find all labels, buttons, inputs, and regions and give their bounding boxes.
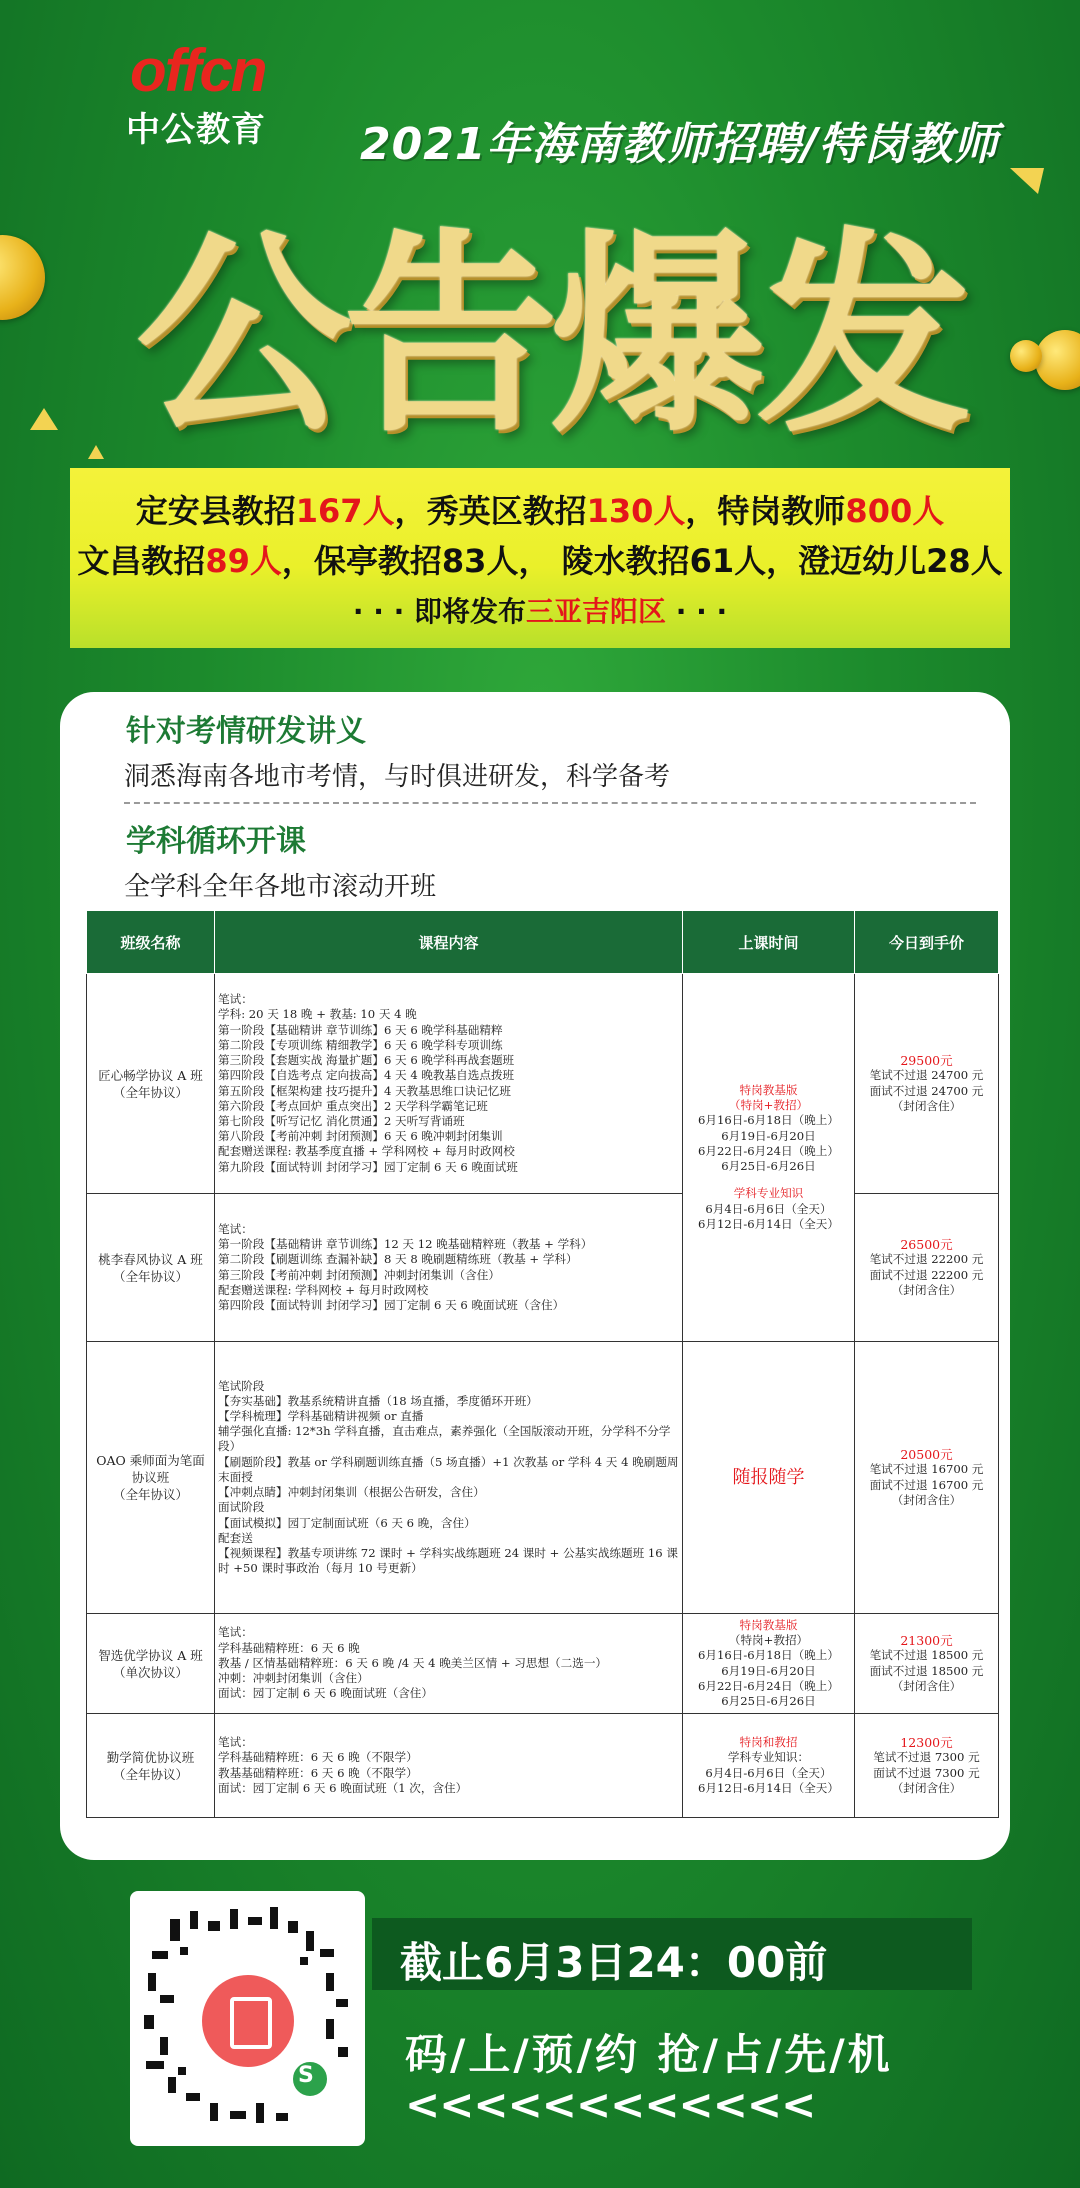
- content-line: 教基基础精粹班：6 天 6 晚（不限学）: [218, 1765, 418, 1780]
- price-value: 29500元: [900, 1053, 953, 1069]
- content-line: 第一阶段【基础精讲 章节训练】12 天 12 晚基础精粹班（教基 + 学科）: [218, 1237, 593, 1252]
- time-head: 特岗教基版: [739, 1617, 798, 1632]
- price-refund: 面试不过退 22200 元: [869, 1267, 984, 1282]
- banner-text: ，保亭教招83人， 陵水教招61人，澄迈幼儿28人: [281, 542, 1003, 580]
- course-table: [86, 910, 999, 1818]
- content-line: 第三阶段【考前冲刺 封闭预测】冲刺封闭集训（含住）: [218, 1267, 500, 1282]
- gold-triangle-decoration: [88, 445, 104, 459]
- time-date: 6月19日-6月20日: [721, 1663, 816, 1678]
- content-line: 第七阶段【听写记忆 消化贯通】2 天听写背诵班: [218, 1113, 465, 1128]
- banner-line-2: [70, 536, 1010, 582]
- content-line: 第八阶段【考前冲刺 封闭预测】6 天 6 晚冲刺封闭集训: [218, 1129, 503, 1144]
- content-line: 【视频课程】教基专项讲练 72 课时 + 学科实战练题班 24 课时 + 公基实战练题班 16 课时 +50 课时事政治（每月 10 号更新）: [218, 1545, 678, 1576]
- class-term: （全年协议）: [112, 1268, 188, 1284]
- content-line: 第三阶段【套题实战 海量扩题】6 天 6 晚学科再战套题班: [218, 1053, 515, 1068]
- class-name: 协议班: [131, 1470, 170, 1485]
- table-row: [87, 1714, 999, 1818]
- banner-highlight: 800人: [845, 492, 945, 530]
- table-row: [87, 1614, 999, 1714]
- gold-coin-decoration: [1035, 330, 1080, 390]
- price-refund: 面试不过退 24700 元: [869, 1083, 984, 1098]
- banner-highlight: 89人: [205, 542, 282, 580]
- class-name-cell: [87, 1194, 215, 1342]
- section2-body: 全学科全年各地市滚动开班: [124, 872, 437, 902]
- course-content-cell: [215, 1194, 683, 1342]
- price-refund: 笔试不过退 16700 元: [869, 1462, 984, 1477]
- price-value: 20500元: [900, 1447, 953, 1463]
- mini-program-qr-code[interactable]: [130, 1891, 365, 2146]
- content-line: 第九阶段【面试特训 封闭学习】园丁定制 6 天 6 晚面试班: [218, 1159, 518, 1174]
- banner-text: · · · 即将发布: [352, 595, 526, 628]
- content-line: 第五阶段【框架构建 技巧提升】4 天教基思维口诀记忆班: [218, 1083, 511, 1098]
- content-line: 冲刺：冲刺封闭集训（含住）: [218, 1671, 369, 1686]
- section1-body: 洞悉海南各地市考情，与时俱进研发，科学备考: [124, 762, 671, 792]
- price-value: 12300元: [900, 1735, 953, 1751]
- banner-text: ，秀英区教招: [394, 492, 587, 530]
- table-header-row: [87, 911, 999, 974]
- class-time-cell: [683, 1614, 855, 1714]
- info-card: [60, 692, 1010, 1860]
- banner-text: · · ·: [666, 595, 728, 628]
- content-line: 笔试：: [218, 1221, 253, 1236]
- time-date: 6月12日-6月14日（全天）: [698, 1216, 839, 1231]
- cta-text: 码/上/预/约 抢/占/先/机: [405, 2030, 893, 2079]
- content-line: 第四阶段【自选考点 定向拔高】4 天 4 晚教基自选点拨班: [218, 1068, 515, 1083]
- banner-highlight: 167人: [295, 492, 395, 530]
- price-refund: 面试不过退 18500 元: [869, 1663, 984, 1678]
- header-class-name: 班级名称: [87, 911, 215, 974]
- price-cell: [855, 974, 999, 1194]
- course-content-cell: [215, 1714, 683, 1818]
- table-row: [87, 974, 999, 1194]
- section1-title: 针对考情研发讲义: [126, 714, 366, 749]
- class-name: 勤学简优协议班: [106, 1749, 195, 1765]
- price-refund: 笔试不过退 22200 元: [869, 1252, 984, 1267]
- class-name: OAO 乘师面为笔面: [96, 1453, 205, 1468]
- time-date: 6月25日-6月26日: [721, 1693, 816, 1708]
- class-name: 智选优学协议 A 班: [98, 1647, 203, 1663]
- price-refund: 笔试不过退 18500 元: [869, 1648, 984, 1663]
- content-line: 笔试：: [218, 992, 253, 1007]
- price-note: （封闭含住）: [891, 1780, 962, 1795]
- gold-triangle-decoration: [1010, 168, 1044, 194]
- course-content-cell: [215, 974, 683, 1194]
- headline: 公告爆发: [136, 208, 964, 461]
- dashed-divider: [124, 802, 976, 804]
- class-term: （全年协议）: [112, 1487, 188, 1502]
- time-date: 6月22日-6月24日（晚上）: [698, 1678, 839, 1693]
- content-line: 配套赠送课程: 教基季度直播 + 学科网校 + 每月时政网校: [218, 1144, 515, 1159]
- time-date: 6月12日-6月14日（全天）: [698, 1780, 839, 1795]
- time-head: （特岗+教招）: [728, 1098, 809, 1113]
- price-note: （封闭含住）: [891, 1492, 962, 1507]
- qr-logo-icon: [202, 1975, 294, 2067]
- time-line: 学科专业知识：: [727, 1750, 810, 1765]
- content-line: 面试：园丁定制 6 天 6 晚面试班（含住）: [218, 1686, 433, 1701]
- header-course-content: 课程内容: [215, 911, 683, 974]
- banner-text: 定安县教招: [135, 492, 296, 530]
- poster-title: 2021年海南教师招聘/特岗教师: [360, 119, 999, 170]
- content-line: 面试：园丁定制 6 天 6 晚面试班（1 次，含住）: [218, 1780, 468, 1795]
- content-line: 第一阶段【基础精讲 章节训练】6 天 6 晚学科基础精粹: [218, 1022, 503, 1037]
- banner-text: 文昌教招: [77, 542, 206, 580]
- price-value: 21300元: [900, 1633, 953, 1649]
- time-date: 6月22日-6月24日（晚上）: [698, 1143, 839, 1158]
- time-date: 6月4日-6月6日（全天）: [705, 1765, 832, 1780]
- content-line: 学科基础精粹班：6 天 6 晚（不限学）: [218, 1750, 418, 1765]
- class-term: （全年协议）: [112, 1084, 188, 1100]
- class-name-cell: [87, 1714, 215, 1818]
- gold-triangle-decoration: [30, 408, 58, 430]
- class-name: 匠心畅学协议 A 班: [98, 1067, 203, 1083]
- banner-line-3: [70, 590, 1010, 630]
- course-content-cell: [215, 1614, 683, 1714]
- banner-line-1: [70, 486, 1010, 532]
- content-line: 【面试模拟】园丁定制面试班（6 天 6 晚，含住）: [218, 1515, 476, 1530]
- time-anytime: 随报随学: [732, 1466, 805, 1488]
- content-line: 第二阶段【刷题训练 查漏补缺】8 天 8 晚刷题精练班（教基 + 学科）: [218, 1252, 578, 1267]
- banner-highlight: 三亚吉阳区: [525, 595, 666, 628]
- price-refund: 面试不过退 7300 元: [873, 1765, 980, 1780]
- banner-text: ，特岗教师: [685, 492, 846, 530]
- content-line: 【冲刺点睛】冲刺封闭集训（根据公告研发，含住）: [218, 1485, 485, 1500]
- price-value: 26500元: [900, 1237, 953, 1253]
- logo-cn-text: 中公教育: [126, 110, 266, 150]
- time-head: 特岗和教招: [739, 1735, 798, 1750]
- content-line: 辅学强化直播: 12*3h 学科直播，直击难点，素养强化（全国版滚动开班，分学科不分学段）: [218, 1424, 671, 1454]
- recruitment-banner: [70, 468, 1010, 648]
- content-line: 面试阶段: [218, 1500, 265, 1515]
- price-note: （封闭含住）: [891, 1678, 962, 1693]
- class-time-cell: [683, 1714, 855, 1818]
- content-line: 笔试：: [218, 1735, 253, 1750]
- price-note: （封闭含住）: [891, 1098, 962, 1113]
- gold-coin-decoration: [1010, 340, 1042, 372]
- time-date: 6月16日-6月18日（晚上）: [698, 1648, 839, 1663]
- content-line: 【夯实基础】教基系统精讲直播（18 场直播，季度循环开班）: [218, 1393, 538, 1408]
- content-line: 笔试：: [218, 1625, 253, 1640]
- header-price: 今日到手价: [855, 911, 999, 974]
- section2-title: 学科循环开课: [126, 824, 306, 859]
- deadline-text: 截止6月3日24：00前: [400, 1938, 828, 1987]
- price-refund: 面试不过退 16700 元: [869, 1477, 984, 1492]
- content-line: 教基 / 区情基础精粹班：6 天 6 晚 /4 天 4 晚美兰区情 + 习思想（二选一）: [218, 1655, 608, 1670]
- content-line: 学科: 20 天 18 晚 + 教基: 10 天 4 晚: [218, 1007, 417, 1022]
- content-line: 学科基础精粹班：6 天 6 晚: [218, 1640, 360, 1655]
- class-name-cell: [87, 1342, 215, 1614]
- class-name: 桃李春风协议 A 班: [98, 1251, 203, 1267]
- mini-program-icon: S: [290, 2059, 330, 2099]
- price-cell: [855, 1714, 999, 1818]
- content-line: 第六阶段【考点回炉 重点突出】2 天学科学霸笔记班: [218, 1098, 488, 1113]
- arrows-decoration: <<<<<<<<<<<<: [405, 2080, 816, 2129]
- price-refund: 笔试不过退 24700 元: [869, 1068, 984, 1083]
- time-date: 6月25日-6月26日: [721, 1159, 816, 1174]
- content-line: 笔试阶段: [218, 1378, 265, 1393]
- gold-coin-decoration: [0, 235, 45, 320]
- price-cell: [855, 1614, 999, 1714]
- course-content-cell: [215, 1342, 683, 1614]
- class-time-cell: [683, 1342, 855, 1614]
- time-date: 6月16日-6月18日（晚上）: [698, 1113, 839, 1128]
- price-cell: [855, 1194, 999, 1342]
- time-head: （特岗+教招）: [728, 1633, 809, 1648]
- price-refund: 笔试不过退 7300 元: [873, 1750, 980, 1765]
- content-line: 配套赠送课程: 学科网校 + 每月时政网校: [218, 1282, 429, 1297]
- time-date: 6月19日-6月20日: [721, 1128, 816, 1143]
- class-term: （全年协议）: [112, 1766, 188, 1782]
- class-time-cell: [683, 974, 855, 1342]
- table-row: [87, 1194, 999, 1342]
- class-name-cell: [87, 974, 215, 1194]
- content-line: 第四阶段【面试特训 封闭学习】园丁定制 6 天 6 晚面试班（含住）: [218, 1297, 565, 1312]
- class-name-cell: [87, 1614, 215, 1714]
- time-date: 6月4日-6月6日（全天）: [705, 1201, 832, 1216]
- price-note: （封闭含住）: [891, 1282, 962, 1297]
- time-subhead: 学科专业知识: [733, 1186, 804, 1201]
- content-line: 【刷题阶段】教基 or 学科刷题训练直播（5 场直播）+1 次教基 or 学科 4 天 4 晚刷题周末面授: [218, 1454, 679, 1484]
- time-head: 特岗教基版: [739, 1083, 798, 1098]
- price-cell: [855, 1342, 999, 1614]
- class-term: （单次协议）: [112, 1664, 188, 1680]
- content-line: 【学科梳理】学科基础精讲视频 or 直播: [218, 1409, 424, 1424]
- header-class-time: 上课时间: [683, 911, 855, 974]
- content-line: 第二阶段【专项训练 精细教学】6 天 6 晚学科专项训练: [218, 1037, 503, 1052]
- content-line: 配套送: [218, 1530, 253, 1545]
- table-row: [87, 1342, 999, 1614]
- logo-en-text: offcn: [130, 37, 266, 104]
- banner-highlight: 130人: [586, 492, 686, 530]
- offcn-logo: [120, 30, 295, 150]
